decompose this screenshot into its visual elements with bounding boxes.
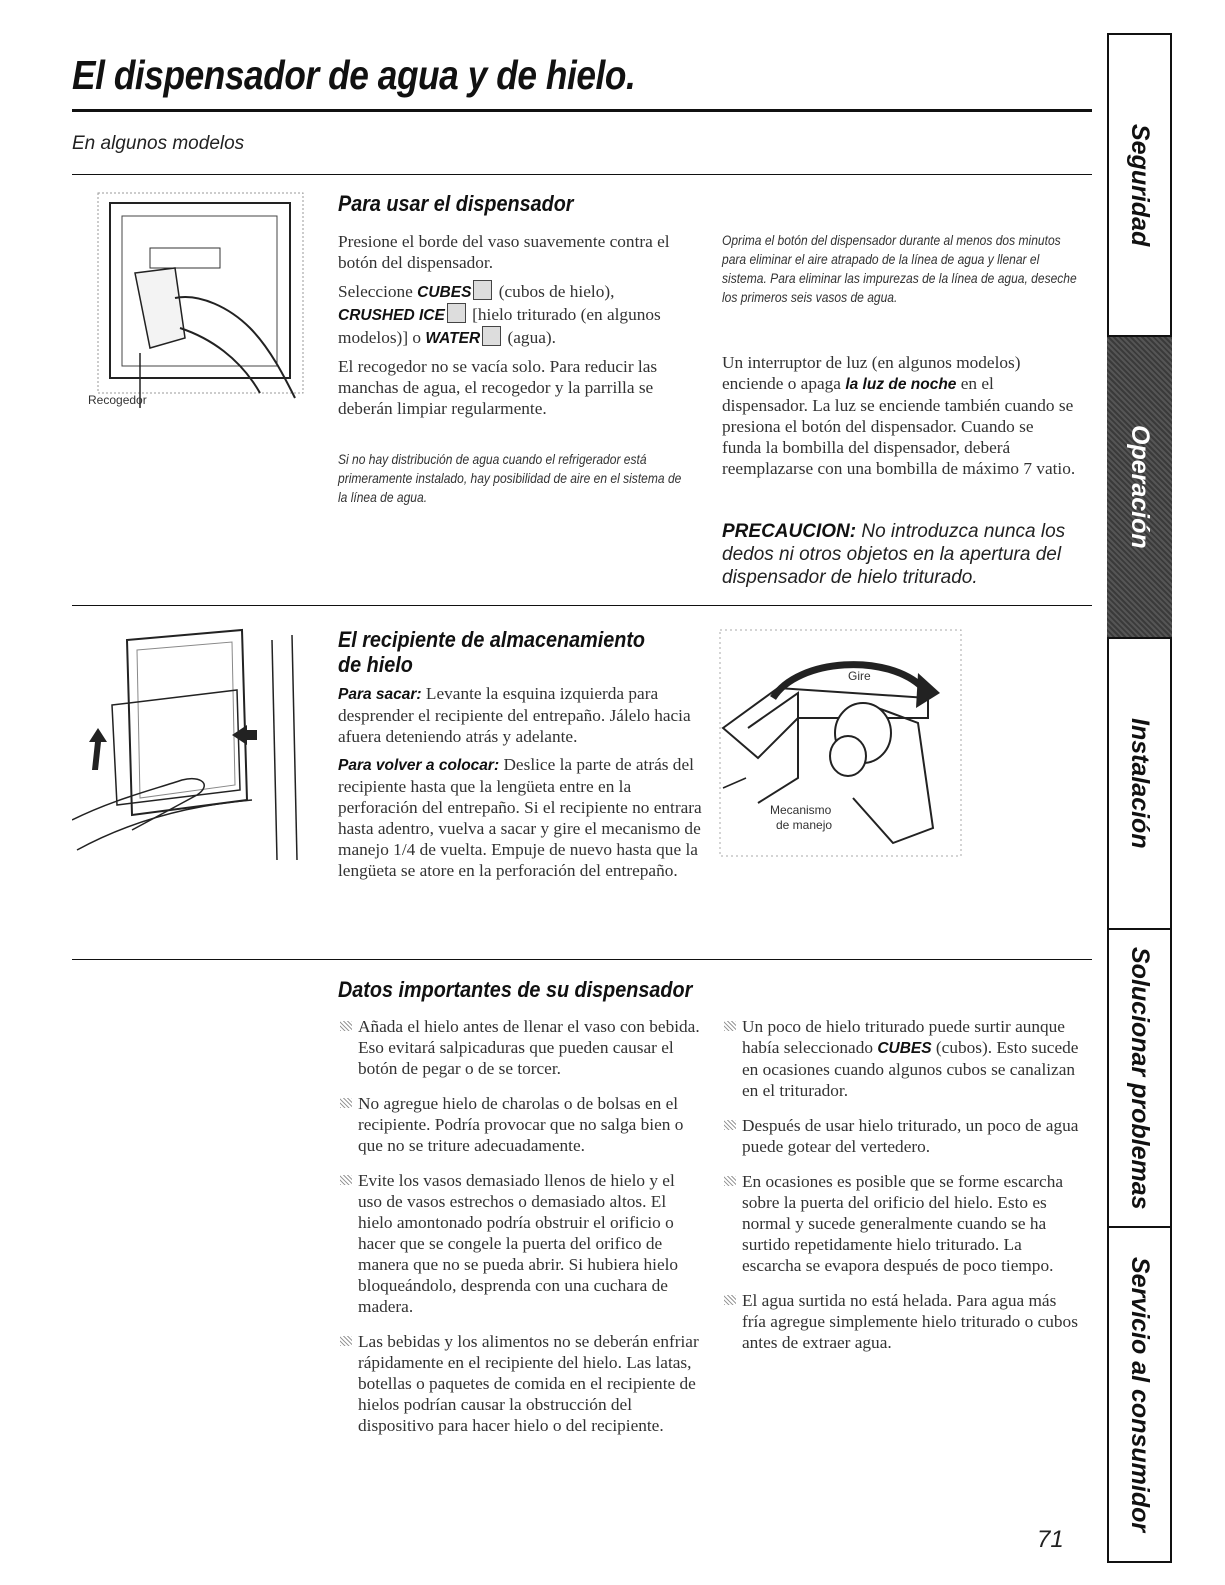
section2-text xyxy=(338,683,703,888)
tab-servicio-al-consumidor[interactable] xyxy=(1107,1228,1172,1561)
page-title: El dispensador de agua y de hielo. xyxy=(72,52,636,98)
heading-line: El recipiente de almacenamiento xyxy=(338,627,646,652)
text: Seleccione xyxy=(338,282,418,301)
water-label: WATER xyxy=(425,330,481,347)
bullet-icon xyxy=(724,1295,736,1305)
tab-label: Instalación xyxy=(1126,718,1154,849)
remove-label: Para sacar: xyxy=(338,686,422,703)
para-recogedor: El recogedor no se vacía solo. Para reducir las manchas de agua, el recogedor y la parrilla se deberán limpiar regularmente. xyxy=(338,357,658,418)
para-light xyxy=(722,352,1077,479)
list-item xyxy=(338,1093,703,1156)
facts-left-column xyxy=(338,1016,703,1450)
tab-label: Seguridad xyxy=(1126,123,1154,247)
text: (cubos de hielo), xyxy=(494,282,615,301)
crushed-label: CRUSHED ICE xyxy=(338,307,445,324)
bullet-icon xyxy=(340,1336,352,1346)
text: Un poco de hielo triturado puede surtir aunque había seleccionado xyxy=(742,1017,1065,1057)
list-item xyxy=(722,1016,1082,1101)
fig-label-mecanismo: Mecanismo xyxy=(770,803,832,817)
text: (agua). xyxy=(503,328,556,347)
para-remove xyxy=(338,683,703,747)
cubes-icon xyxy=(473,280,492,300)
cubes-label: CUBES xyxy=(417,284,472,301)
tab-instalacion[interactable] xyxy=(1107,639,1172,928)
text: No introduzca nunca los dedos ni otros objetos en la apertura del dispensador de hielo triturado. xyxy=(722,521,1066,588)
para-select xyxy=(338,280,693,349)
caution-label: PRECAUCION: xyxy=(722,521,857,542)
list-item xyxy=(722,1115,1082,1157)
tab-label: Solucionar problemas xyxy=(1126,946,1154,1210)
cubes-label: CUBES xyxy=(877,1040,932,1057)
text: (cubos). Esto sucede en ocasiones cuando algunos cubos se canalizan en el triturador. xyxy=(742,1038,1079,1100)
text: Deslice la parte de atrás del recipiente hasta que la lengüeta entre en la perforación del entrepaño. Si el recipiente no entrara hasta adentro, vuelva a sacar y gire el mecanismo de manejo 1/4 de vuelta. Empuje de nuevo hasta que la lengüeta se atore en la perforación del entrepaño. xyxy=(338,755,702,880)
tab-solucionar-problemas[interactable] xyxy=(1107,930,1172,1226)
page-number: 71 xyxy=(1037,1526,1064,1553)
subtitle: En algunos modelos xyxy=(72,133,245,154)
list-item xyxy=(338,1331,703,1436)
divider-2 xyxy=(72,605,1092,606)
list-item xyxy=(338,1016,703,1079)
bullet-icon xyxy=(340,1098,352,1108)
fig-label-gire: Gire xyxy=(848,669,871,683)
tab-seguridad[interactable] xyxy=(1107,35,1172,335)
divider-1 xyxy=(72,174,1092,175)
drive-mechanism-figure xyxy=(718,628,963,858)
title-rule xyxy=(72,109,1092,112)
ice-bin-figure xyxy=(72,620,322,865)
note-air: Si no hay distribución de agua cuando el refrigerador está primeramente instalado, hay posibilidad de aire en el sistema de la línea de agua. xyxy=(338,451,682,505)
text: Las bebidas y los alimentos no se deberán enfriar rápidamente en el recipiente del hielo. Las latas, botellas o paquetes de comida en el recipiente de hielos podrían causar la obstrucción del dispositivo para hacer hielo o del recipiente. xyxy=(358,1332,699,1435)
caution xyxy=(722,520,1082,589)
para-replace xyxy=(338,754,703,881)
night-light-label: la luz de noche xyxy=(845,376,957,393)
crushed-ice-icon xyxy=(447,303,466,323)
divider-3 xyxy=(72,959,1092,960)
note-press-two-minutes: Oprima el botón del dispensador durante al menos dos minutos para eliminar el aire atrapado de la línea de agua y llenar el sistema. Para eliminar las impurezas de la línea de agua, deseche los primeros seis vasos de agua. xyxy=(722,232,1077,305)
fig-label-de-manejo: de manejo xyxy=(776,818,833,832)
text: Añada el hielo antes de llenar el vaso con bebida. Eso evitará salpicaduras que pueden causar el botón de pegar o de se torcer. xyxy=(358,1017,700,1078)
heading-important-facts: Datos importantes de su dispensador xyxy=(338,977,693,1002)
bullet-icon xyxy=(724,1021,736,1031)
bullet-icon xyxy=(340,1175,352,1185)
text: En ocasiones es posible que se forme escarcha sobre la puerta del orificio del hielo. Esto es normal y sucede generalmente cuando se ha surtido repetidamente hielo triturado. La escarcha se evapora después de poco tiempo. xyxy=(742,1172,1064,1275)
dispenser-figure xyxy=(80,188,315,413)
text: [hielo triturado (en algunos modelos)] o xyxy=(338,305,661,347)
facts-right-column xyxy=(722,1016,1082,1367)
list-item xyxy=(722,1171,1082,1276)
list-item xyxy=(338,1170,703,1317)
para-press: Presione el borde del vaso suavemente contra el botón del dispensador. xyxy=(338,232,670,272)
tab-label: Servicio al consumidor xyxy=(1126,1256,1154,1533)
text: Un interruptor de luz (en algunos modelos) enciende o apaga xyxy=(722,353,1021,393)
text: Después de usar hielo triturado, un poco de agua puede gotear del vertedero. xyxy=(742,1116,1079,1156)
bullet-icon xyxy=(724,1120,736,1130)
tab-label: Operación xyxy=(1126,425,1154,549)
text: en el dispensador. La luz se enciende también cuando se presiona el botón del dispensador. Cuando se funda la bombilla del dispensador, deberá reemplazarse con una bombilla de máximo 7 vatio. xyxy=(722,374,1076,478)
water-icon xyxy=(482,326,501,346)
text: Levante la esquina izquierda para desprender el recipiente del entrepaño. Jálelo hacia afuera deteniendo atrás y adelante. xyxy=(338,684,691,746)
text: No agregue hielo de charolas o de bolsas en el recipiente. Podría provocar que no salga bien o que no se triture adecuadamente. xyxy=(358,1094,684,1155)
section1-left-text xyxy=(338,231,693,426)
heading-use-dispenser: Para usar el dispensador xyxy=(338,191,574,216)
text: El agua surtida no está helada. Para agua más fría agregue simplemente hielo triturado o cubos antes de extraer agua. xyxy=(742,1291,1078,1352)
bullet-icon xyxy=(340,1021,352,1031)
replace-label: Para volver a colocar: xyxy=(338,757,500,774)
fig-caption-recogedor: Recogedor xyxy=(88,393,147,407)
heading-ice-bin xyxy=(338,627,645,677)
tab-operacion[interactable] xyxy=(1107,337,1172,637)
text: Evite los vasos demasiado llenos de hielo y el uso de vasos estrechos o demasiado altos. El hielo amontonado podría obstruir el orificio o hacer que se congele la puerta del orifico de manera que no se pueda abrir. Si hubiera hielo bloqueándolo, desprenda con una cuchara de madera. xyxy=(358,1171,679,1316)
heading-line: de hielo xyxy=(338,652,413,677)
list-item xyxy=(722,1290,1082,1353)
bullet-icon xyxy=(724,1176,736,1186)
